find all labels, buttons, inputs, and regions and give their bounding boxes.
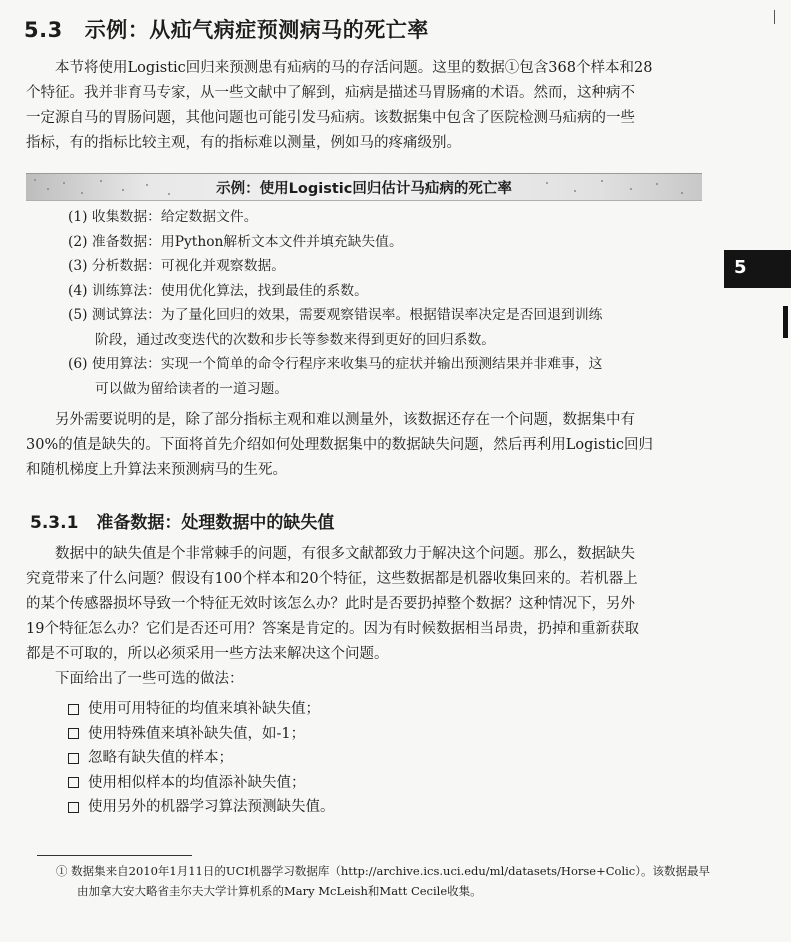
text-line: 数据中的缺失值是个非常棘手的问题，有很多文献都致力于解决这个问题。那么，数据缺失 (55, 546, 635, 562)
text-line: 另外需要说明的是，除了部分指标主观和难以测量外，该数据还存在一个问题，数据集中有 (55, 412, 635, 428)
step-item: (4) 训练算法：使用优化算法，找到最佳的系数。 (68, 282, 368, 299)
options-intro: 下面给出了一些可选的做法： (55, 671, 244, 687)
checkbox-bullet-icon (68, 777, 79, 788)
checkbox-bullet-icon (68, 704, 79, 715)
missing-data-paragraph (26, 408, 716, 483)
step-item: (6) 使用算法：实现一个简单的命令行程序来收集马的症状并输出预测结果并非难事，这 可以做为留给读者的一道习题。 (68, 356, 603, 397)
text-line: 本节将使用Logistic回归来预测患有疝病的马的存活问题。这里的数据①包含368个样本和28 (55, 60, 653, 76)
step-item: (3) 分析数据：可视化并观察数据。 (68, 258, 286, 274)
missing-values-paragraph (26, 542, 716, 692)
text-line: 指标，有的指标比较主观，有的指标难以测量，例如马的疼痛级别。 (26, 135, 461, 151)
example-title: 示例：使用Logistic回归估计马疝病的死亡率 (216, 181, 512, 197)
text-line: 的某个传感器损坏导致一个特征无效时该怎么办？此时是否要扔掉整个数据？这种情况下，另外 (26, 596, 635, 612)
section-title: 示例：从疝气病症预测病马的死亡率 (84, 18, 429, 42)
text-line: 一定源自马的胃肠问题，其他问题也可能引发马疝病。该数据集中包含了医院检测马疝病的一些 (26, 110, 635, 126)
step-item: (1) 收集数据：给定数据文件。 (68, 209, 258, 225)
checkbox-bullet-icon (68, 728, 79, 739)
footnote (56, 861, 716, 901)
text-line (26, 667, 716, 692)
text-line: 究竟带来了什么问题？假设有100个样本和20个特征，这些数据都是机器收集回来的。若机器上 (26, 571, 638, 587)
edge-marker (783, 306, 788, 338)
text-line: 和随机梯度上升算法来预测病马的生死。 (26, 462, 287, 478)
subsection-heading (30, 508, 334, 533)
footnote-divider (37, 855, 192, 856)
intro-paragraph (26, 56, 716, 156)
footnote-line: ① 数据集来自2010年1月11日的UCI机器学习数据库（http://archive.ics.uci.edu/ml/datasets/Horse+Colic）。该数据最早 (56, 864, 710, 878)
chapter-tab (724, 250, 791, 288)
margin-mark (774, 10, 775, 24)
options-list (66, 697, 335, 820)
text-line: 个特征。我并非育马专家，从一些文献中了解到，疝病是描述马胃肠痛的术语。然而，这种病不 (26, 85, 635, 101)
step-item: (2) 准备数据：用Python解析文本文件并填充缺失值。 (68, 233, 403, 250)
example-steps (68, 205, 708, 401)
option-item: 使用相似样本的均值添补缺失值； (66, 771, 335, 796)
option-item: 使用特殊值来填补缺失值，如-1； (66, 722, 335, 747)
checkbox-bullet-icon (68, 802, 79, 813)
option-item: 使用另外的机器学习算法预测缺失值。 (66, 795, 335, 820)
subsection-title: 准备数据：处理数据中的缺失值 (96, 513, 335, 533)
section-heading (24, 14, 429, 44)
step-item: (5) 测试算法：为了量化回归的效果，需要观察错误率。根据错误率决定是否回退到训练 阶段，通过改变迭代的次数和步长等参数来得到更好的回归系数。 (68, 307, 603, 348)
example-banner (26, 173, 702, 201)
checkbox-bullet-icon (68, 753, 79, 764)
footnote-line: 由加拿大安大略省圭尔夫大学计算机系的Mary McLeish和Matt Cecile收集。 (77, 884, 482, 898)
text-line: 都是不可取的，所以必须采用一些方法来解决这个问题。 (26, 646, 389, 662)
option-item: 使用可用特征的均值来填补缺失值； (66, 697, 335, 722)
section-number: 5.3 (24, 18, 63, 42)
subsection-number: 5.3.1 (30, 513, 79, 533)
option-item: 忽略有缺失值的样本； (66, 746, 335, 771)
text-line: 19个特征怎么办？它们是否还可用？答案是肯定的。因为有时候数据相当昂贵，扔掉和重新获取 (26, 621, 639, 637)
text-line: 30%的值是缺失的。下面将首先介绍如何处理数据集中的数据缺失问题，然后再利用Logistic回归 (26, 437, 654, 453)
chapter-tab-number: 5 (734, 257, 747, 278)
